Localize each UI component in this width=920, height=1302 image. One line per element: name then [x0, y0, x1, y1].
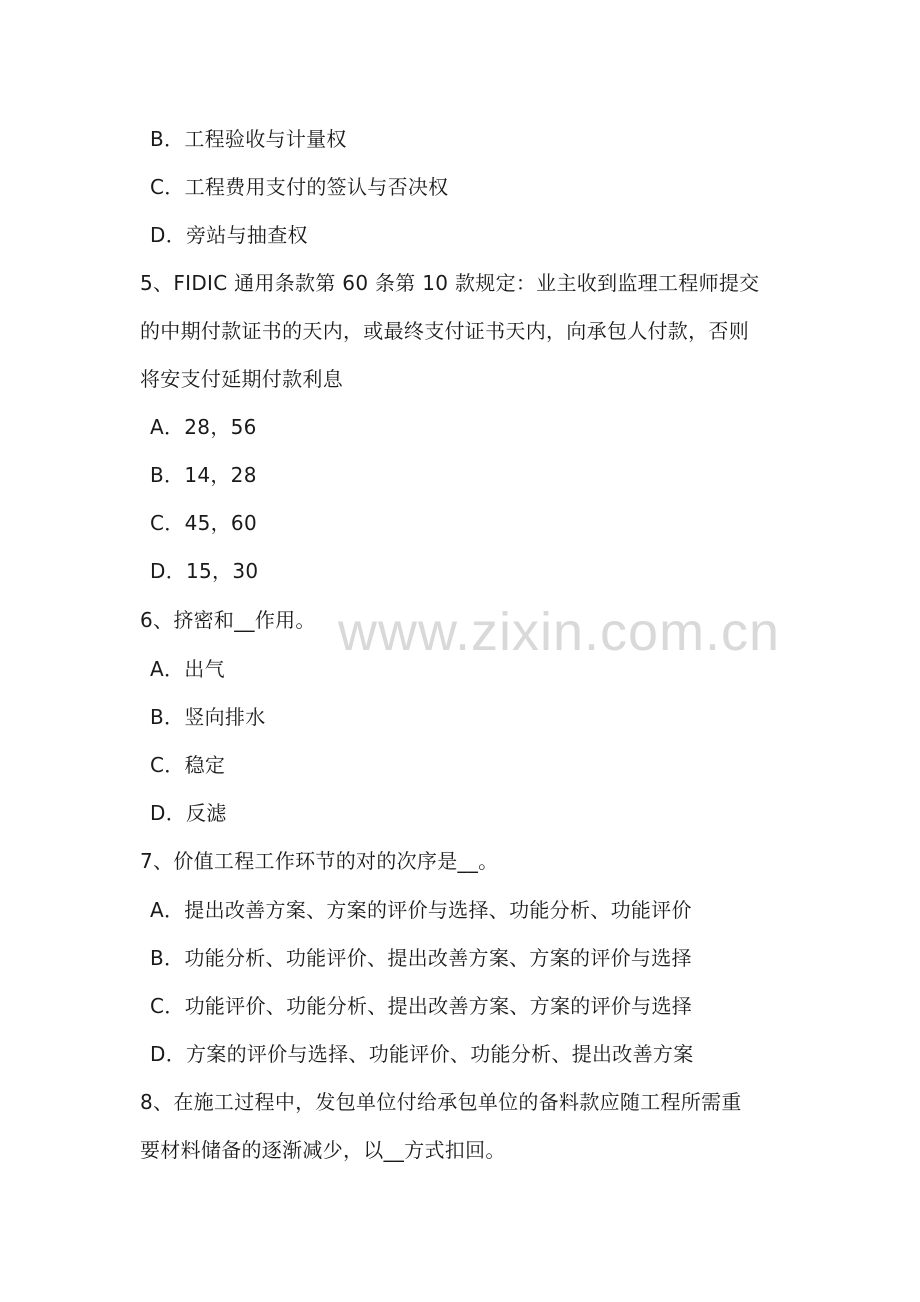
option-b-q7: B．功能分析、功能评价、提出改善方案、方案的评价与选择 [150, 946, 692, 970]
option-b-q4: B．工程验收与计量权 [150, 127, 347, 151]
option-a-q7: A．提出改善方案、方案的评价与选择、功能分析、功能评价 [150, 898, 692, 922]
option-c-q5: C．45，60 [150, 511, 257, 535]
question-5-line-3: 将安支付延期付款利息 [140, 367, 343, 391]
option-d-q7: D．方案的评价与选择、功能评价、功能分析、提出改善方案 [150, 1042, 694, 1066]
option-a-q5: A．28，56 [150, 415, 257, 439]
question-6: 6、挤密和__作用。 [140, 608, 316, 632]
question-7: 7、价值工程工作环节的对的次序是__。 [140, 849, 499, 873]
option-b-q6: B．竖向排水 [150, 705, 266, 729]
option-b-q5: B．14，28 [150, 463, 257, 487]
option-c-q6: C．稳定 [150, 753, 226, 777]
option-d-q6: D．反滤 [150, 801, 227, 825]
watermark: www.zixin.com.cn [338, 602, 781, 662]
question-8-line-1: 8、在施工过程中，发包单位付给承包单位的备料款应随工程所需重 [140, 1090, 742, 1114]
question-5-line-1: 5、FIDIC 通用条款第 60 条第 10 款规定：业主收到监理工程师提交 [140, 271, 760, 295]
option-c-q7: C．功能评价、功能分析、提出改善方案、方案的评价与选择 [150, 994, 693, 1018]
question-8-line-2: 要材料储备的逐渐减少，以__方式扣回。 [140, 1138, 506, 1162]
option-a-q6: A．出气 [150, 657, 225, 681]
option-d-q5: D．15，30 [150, 559, 259, 583]
option-d-q4: D．旁站与抽查权 [150, 223, 308, 247]
question-5-line-2: 的中期付款证书的天内，或最终支付证书天内，向承包人付款，否则 [140, 319, 749, 343]
option-c-q4: C．工程费用支付的签认与否决权 [150, 175, 449, 199]
